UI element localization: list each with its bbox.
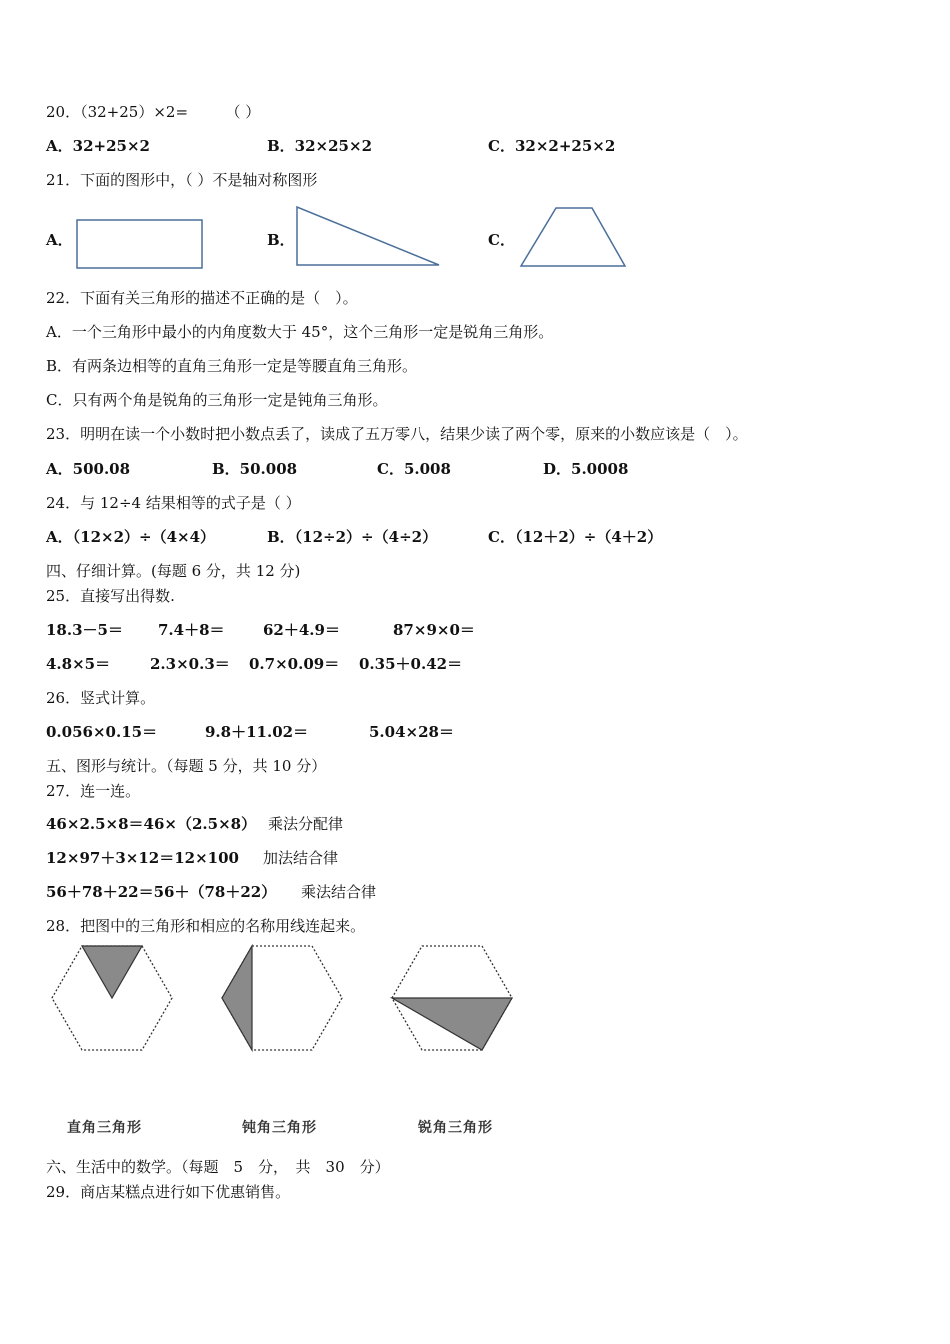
q25-item: 0.35＋0.42＝ [359, 655, 463, 673]
q26-item: 9.8＋11.02＝ [205, 723, 309, 741]
q27-law[interactable]: 加法结合律 [263, 849, 339, 867]
q23-option-c[interactable]: C．5.008 [377, 460, 451, 478]
q27-expression[interactable]: 56＋78＋22＝56＋（78＋22） [46, 883, 277, 901]
hexagon-figure-1[interactable] [52, 944, 176, 1056]
q20-option-c[interactable]: C．32×2+25×2 [488, 137, 616, 155]
q26-item: 0.056×0.15＝ [46, 723, 158, 741]
q24-option-c[interactable]: C．（12＋2）÷（4＋2） [488, 528, 663, 546]
q22-stem: 22．下面有关三角形的描述不正确的是（ ）。 [46, 289, 358, 307]
q20-option-b[interactable]: B．32×25×2 [267, 137, 373, 155]
q24-option-b[interactable]: B．（12÷2）÷（4÷2） [267, 528, 438, 546]
q22-option-c[interactable]: C．只有两个角是锐角的三角形一定是钝角三角形。 [46, 391, 388, 409]
triangle-name-right[interactable]: 直角三角形 [67, 1120, 142, 1136]
q22-option-b[interactable]: B．有两条边相等的直角三角形一定是等腰直角三角形。 [46, 357, 418, 375]
triangle-name-obtuse[interactable]: 钝角三角形 [242, 1120, 317, 1136]
q26-stem: 26．竖式计算。 [46, 689, 156, 707]
q27-law[interactable]: 乘法结合律 [301, 883, 377, 901]
rectangle-shape [76, 219, 204, 271]
q24-stem: 24．与 12÷4 结果相等的式子是（ ） [46, 494, 301, 512]
q25-item: 0.7×0.09＝ [249, 655, 340, 673]
q25-item: 4.8×5＝ [46, 655, 111, 673]
hexagon-figure-2[interactable] [222, 944, 346, 1056]
q26-item: 5.04×28＝ [369, 723, 454, 741]
q21-option-b[interactable]: B． [267, 231, 295, 249]
q27-expression[interactable]: 12×97＋3×12＝12×100 [46, 849, 239, 867]
q25-item: 18.3－5＝ [46, 621, 123, 639]
q20-stem: 20．（32+25）×2= （ ） [46, 103, 261, 121]
section-5-title: 五、图形与统计。（每题 5 分，共 10 分） [46, 757, 327, 775]
q23-stem: 23．明明在读一个小数时把小数点丢了，读成了五万零八，结果少读了两个零，原来的小数应该是（ ）。 [46, 425, 748, 443]
section-6-title: 六、生活中的数学。（每题 5 分， 共 30 分） [46, 1158, 390, 1176]
q23-option-a[interactable]: A．500.08 [46, 460, 131, 478]
triangle-name-acute[interactable]: 锐角三角形 [418, 1120, 493, 1136]
q23-option-d[interactable]: D．5.0008 [543, 460, 629, 478]
section-4-title: 四、仔细计算。(每题 6 分，共 12 分) [46, 562, 301, 580]
q25-item: 62＋4.9＝ [263, 621, 340, 639]
q25-item: 2.3×0.3＝ [150, 655, 230, 673]
q24-option-a[interactable]: A．（12×2）÷（4×4） [46, 528, 216, 546]
q21-option-c[interactable]: C． [488, 231, 515, 249]
q23-option-b[interactable]: B．50.008 [212, 460, 298, 478]
q29-stem: 29．商店某糕点进行如下优惠销售。 [46, 1183, 291, 1201]
right-triangle-shape [296, 206, 442, 268]
q22-option-a[interactable]: A．一个三角形中最小的内角度数大于 45°，这个三角形一定是锐角三角形。 [46, 323, 554, 341]
trapezoid-shape [520, 207, 628, 269]
q21-option-a[interactable]: A． [46, 231, 73, 249]
hexagon-figure-3[interactable] [392, 944, 516, 1056]
q20-option-a[interactable]: A．32+25×2 [46, 137, 150, 155]
q21-stem: 21．下面的图形中，（ ）不是轴对称图形 [46, 171, 318, 189]
q28-stem: 28．把图中的三角形和相应的名称用线连起来。 [46, 917, 366, 935]
q25-stem: 25．直接写出得数. [46, 587, 175, 605]
q27-stem: 27．连一连。 [46, 782, 141, 800]
q27-law[interactable]: 乘法分配律 [268, 815, 344, 833]
q27-expression[interactable]: 46×2.5×8＝46×（2.5×8） [46, 815, 257, 833]
q25-item: 7.4＋8＝ [158, 621, 225, 639]
q25-item: 87×9×0＝ [393, 621, 475, 639]
